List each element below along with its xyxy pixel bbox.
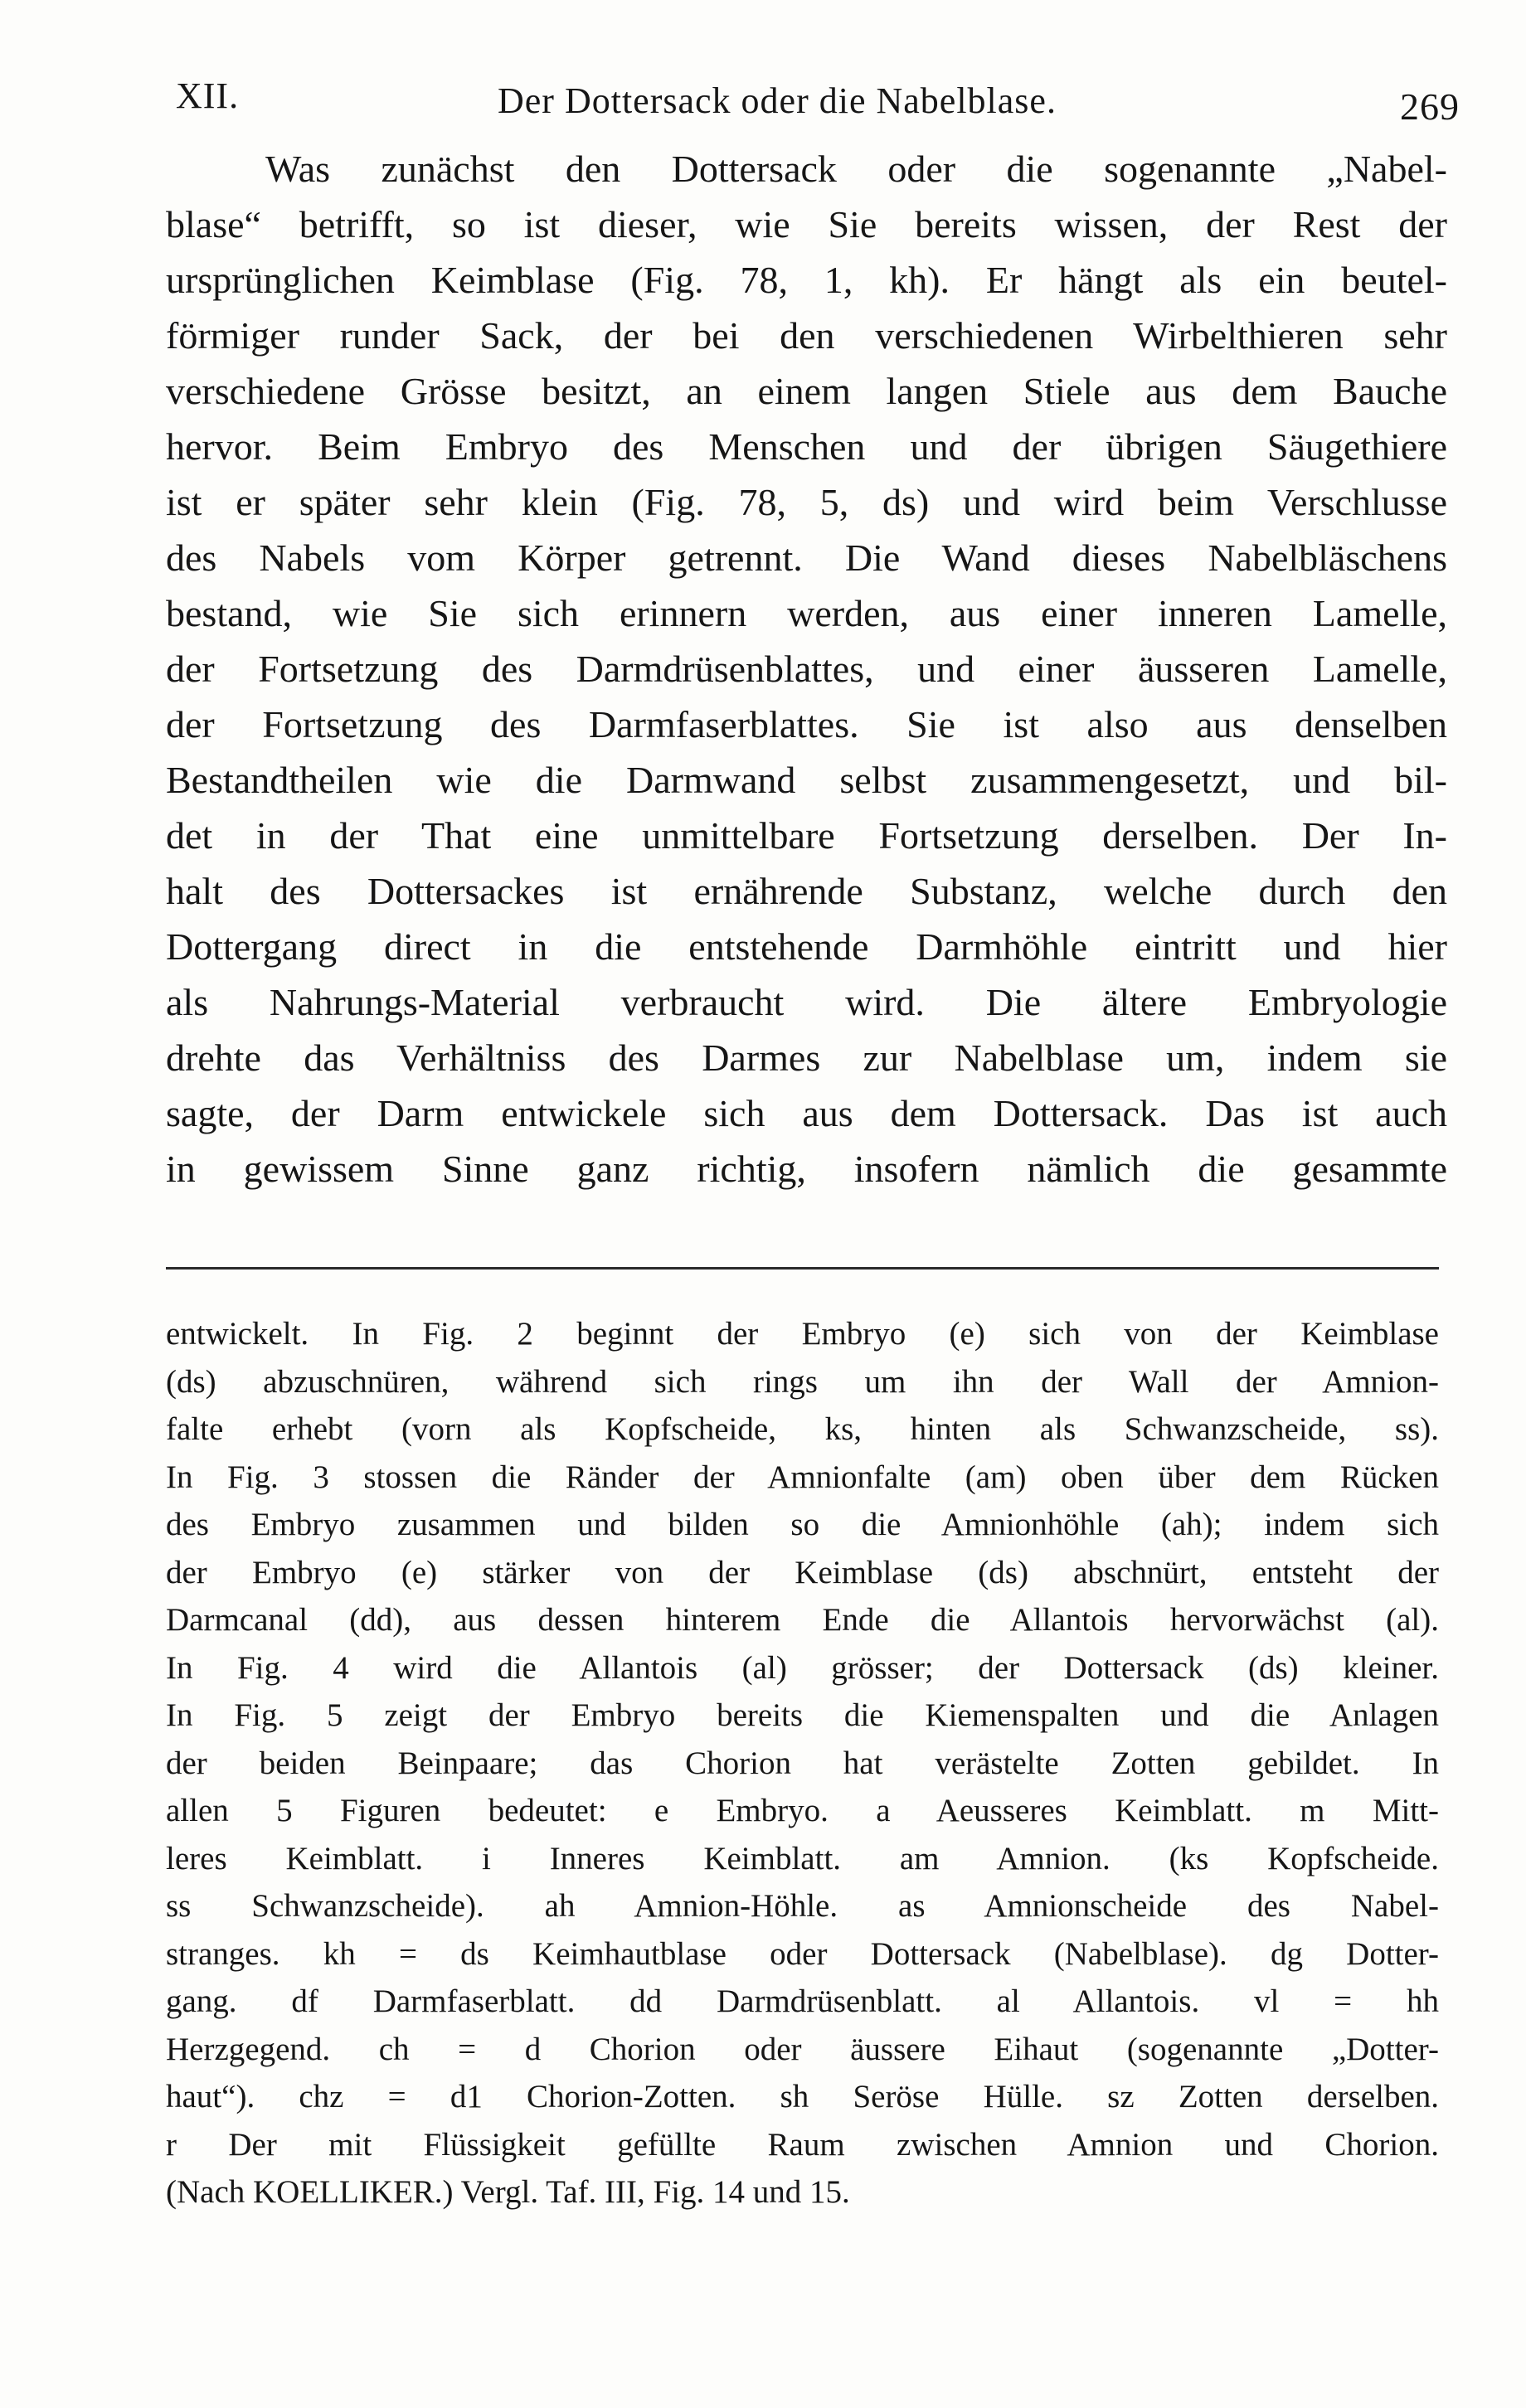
text-line: als Nahrungs-Material verbraucht wird. Die ältere Embryologie [166,981,1447,1023]
footnote-line: haut“). chz = d1 Chorion-Zotten. sh Seröse Hülle. sz Zotten derselben. [166,2079,1439,2114]
footnote-line: gang. df Darmfaserblatt. dd Darmdrüsenblatt. al Allantois. vl = hh [166,1983,1439,2019]
footnote-line: Herzgegend. ch = d Chorion oder äussere Eihaut (sogenannte „Dotter- [166,2031,1439,2067]
page-number: 269 [1400,85,1460,128]
text-line: Bestandtheilen wie die Darmwand selbst zusammengesetzt, und bil- [166,759,1447,801]
footnote-line: der Embryo (e) stärker von der Keimblase (ds) abschnürt, entsteht der [166,1554,1439,1590]
text-line: drehte das Verhältniss des Darmes zur Nabelblase um, indem sie [166,1037,1447,1079]
footnote-line: In Fig. 5 zeigt der Embryo bereits die Kiemenspalten und die Anlagen [166,1697,1439,1733]
footnote-line: ss Schwanzscheide). ah Amnion-Höhle. as Amnionscheide des Nabel- [166,1888,1439,1924]
chapter-number: XII. [176,75,240,116]
text-line: des Nabels vom Körper getrennt. Die Wand dieses Nabelbläschens [166,536,1447,579]
page-header [166,75,1460,133]
text-line: ist er später sehr klein (Fig. 78, 5, ds) und wird beim Verschlusse [166,481,1447,523]
footnote-line: Darmcanal (dd), aus dessen hinterem Ende die Allantois hervorwächst (al). [166,1602,1439,1638]
footnote-line: der beiden Beinpaare; das Chorion hat verästelte Zotten gebildet. In [166,1745,1439,1781]
footnote-divider [166,1267,1439,1270]
text-line: in gewissem Sinne ganz richtig, insofern nämlich die gesammte [166,1148,1447,1190]
running-title: Der Dottersack oder die Nabelblase. [498,80,1057,121]
text-line: Dottergang direct in die entstehende Darmhöhle eintritt und hier [166,925,1447,968]
footnote-line: stranges. kh = ds Keimhautblase oder Dottersack (Nabelblase). dg Dotter- [166,1935,1439,1972]
footnote-line: (ds) abzuschnüren, während sich rings um ihn der Wall der Amnion- [166,1363,1439,1400]
footnote-line: r Der mit Flüssigkeit gefüllte Raum zwischen Amnion und Chorion. [166,2126,1439,2163]
text-line: sagte, der Darm entwickele sich aus dem Dottersack. Das ist auch [166,1092,1447,1134]
footnote-line: entwickelt. In Fig. 2 beginnt der Embryo (e) sich von der Keimblase [166,1316,1439,1352]
text-line: blase“ betrifft, so ist dieser, wie Sie bereits wissen, der Rest der [166,203,1447,245]
footnote-line: leres Keimblatt. i Inneres Keimblatt. am Amnion. (ks Kopfscheide. [166,1840,1439,1876]
footnote-line: des Embryo zusammen und bilden so die Amnionhöhle (ah); indem sich [166,1507,1439,1542]
text-line: förmiger runder Sack, der bei den verschiedenen Wirbelthieren sehr [166,314,1447,357]
footnote-line: (Nach KOELLIKER.) Vergl. Taf. III, Fig. 14 und 15. [166,2174,850,2210]
text-line: ursprünglichen Keimblase (Fig. 78, 1, kh). Er hängt als ein beutel- [166,259,1447,301]
text-line: der Fortsetzung des Darmdrüsenblattes, und einer äusseren Lamelle, [166,648,1447,690]
text-line: Was zunächst den Dottersack oder die sogenannte „Nabel- [265,148,1447,190]
footnote-line: In Fig. 4 wird die Allantois (al) grösser; der Dottersack (ds) kleiner. [166,1649,1439,1686]
footnote-line: In Fig. 3 stossen die Ränder der Amnionfalte (am) oben über dem Rücken [166,1459,1439,1495]
text-line: halt des Dottersackes ist ernährende Substanz, welche durch den [166,870,1447,912]
text-line: hervor. Beim Embryo des Menschen und der übrigen Säugethiere [166,425,1447,468]
footnote-line: falte erhebt (vorn als Kopfscheide, ks, hinten als Schwanzscheide, ss). [166,1411,1439,1447]
main-paragraph [166,141,1447,1197]
text-line: bestand, wie Sie sich erinnern werden, aus einer inneren Lamelle, [166,592,1447,634]
text-line: det in der That eine unmittelbare Fortsetzung derselben. Der In- [166,814,1447,857]
text-line: der Fortsetzung des Darmfaserblattes. Sie ist also aus denselben [166,703,1447,745]
figure-caption-footnote [166,1310,1439,2216]
text-line: verschiedene Grösse besitzt, an einem langen Stiele aus dem Bauche [166,370,1447,412]
footnote-line: allen 5 Figuren bedeutet: e Embryo. a Aeusseres Keimblatt. m Mitt- [166,1793,1439,1828]
